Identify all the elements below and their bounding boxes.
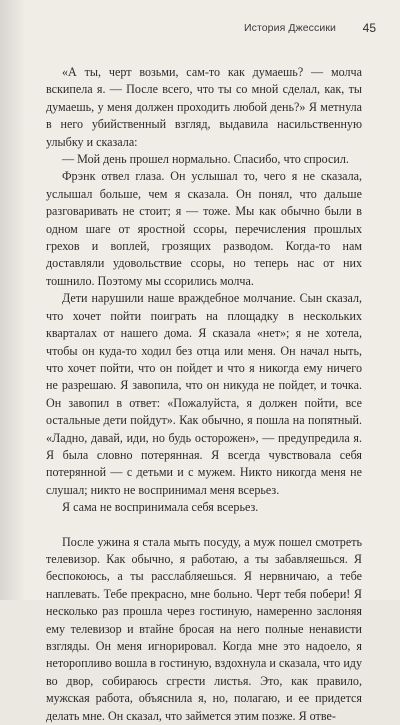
page-header	[0, 22, 376, 38]
gutter-shadow	[0, 0, 26, 600]
paragraph: Я сама не воспринимала себя всерьез.	[62, 500, 259, 515]
paragraph: Дети нарушили наше враждебное молчание. Сын сказал, что хочет пойти поиграть на площадку в нескольких кварталах от нашего дома. Я сказала «нет»; я не хотела, чтобы он куда-то ходил без отца или меня. Он начал ныть, что хочет пойти, что он пойдет и что я никогда ему ничего не разрешаю. Я завопила, что он никуда не пойдет, и точка. Он завопил в ответ: «Пожалуйста, я должен пойти, все остальные дети пойдут». Как обычно, я пошла на попятный. «Ладно, давай, иди, но будь осторожен», — предупредила я. Я была словно потерянная. Я всегда чувствовала себя потерянной — с детьми и с мужем. Никто никогда меня не слушал; никто не воспринимал меня всерьез.	[46, 291, 362, 497]
page-number: 45	[362, 21, 376, 35]
body-text	[46, 64, 362, 725]
paragraph: — Мой день прошел нормально. Спасибо, что спросил.	[62, 152, 349, 167]
paragraph: «А ты, черт возьми, сам-то как думаешь? — молча вскипела я. — После всего, что ты со мной сделал, как, ты думаешь, у меня должен проходить любой день?» Я метнула в него убийственный взгляд, выдавила насильственную улыбку и сказала:	[46, 65, 362, 149]
paragraph: Фрэнк отвел глаза. Он услышал то, чего я не сказала, услышал больше, чем я сказала. Он понял, что дальше разговаривать не стоит; я — тоже. Мы как обычно были в одном шаге от яростной ссоры, перечисления прошлых грехов и воплей, грозящих разводом. Когда-то нам доставляли удовольствие ссоры, но теперь нас от них тошнило. Поэтому мы ссорились молча.	[46, 169, 362, 288]
running-head: История Джессики	[243, 22, 336, 34]
paragraph: После ужина я стала мыть посуду, а муж пошел смотреть телевизор. Как обычно, я работаю, а ты забавляешься. Я беспокоюсь, а ты расслабляешься. Я нервничаю, а тебе наплевать. Тебе прекрасно, мне больно. Черт тебя побери! Я несколько раз прошла через гостиную, намеренно заслоняя ему телевизор и втайне бросая на него полные ненависти взгляды. Он меня игнорировал. Когда мне это надоело, я неторопливо вошла в гостиную, вздохнула и сказала, что иду во двор, собираюсь сгрести листья. Это, как правило, мужская работа, объяснила я, но, полагаю, и ее придется делать мне. Он сказал, что займется этим позже. Я отве-	[46, 534, 362, 723]
